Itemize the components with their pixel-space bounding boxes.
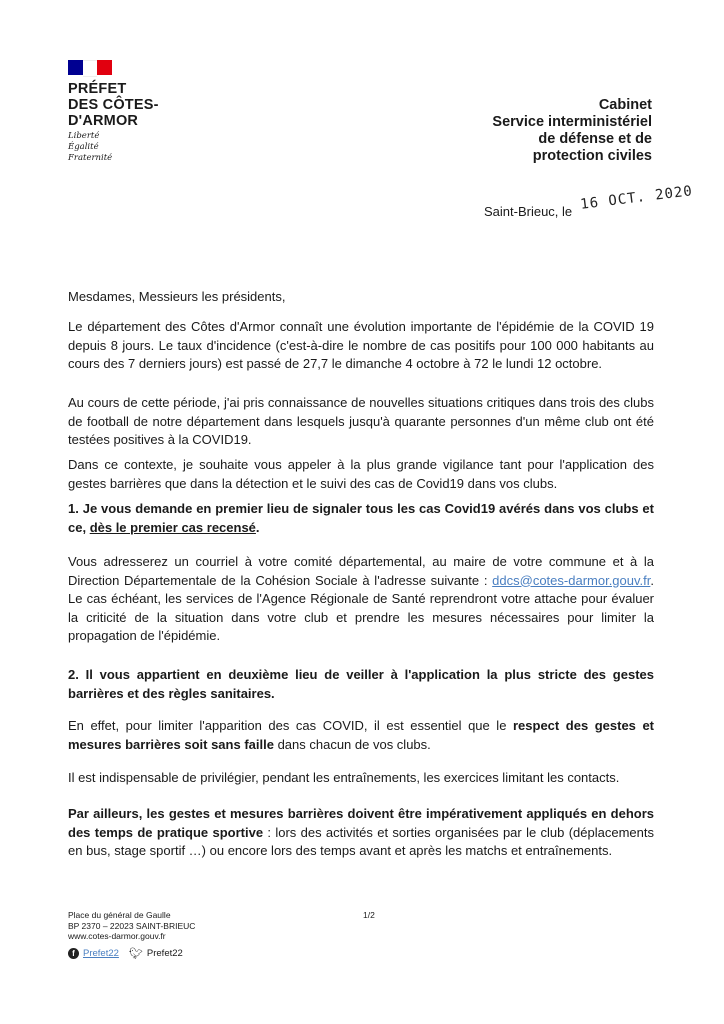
- paragraph-reporting: Vous adresserez un courriel à votre comité départemental, au maire de votre commune et à la Direction Départementale de la Cohésion Sociale à l'adresse suivante : ddcs@cotes-darmor.gouv.fr. Le cas échéant, les services de l'Agence Régionale de Santé reprendront votre attache pour évaluer la criticité de la situation dans votre club et prendre les mesures nécessaires pour limiter la propagation de l'épidémie.: [68, 554, 654, 644]
- facebook-icon: f: [68, 948, 79, 959]
- paragraph-context: Le département des Côtes d'Armor connaît une évolution importante de l'épidémie de la COVID 19 depuis 8 jours. Le taux d'incidence (c'est-à-dire le nombre de cas positifs pour 100 000 habitants au cours des 7 derniers jours) est passé de 27,7 le dimanche 4 octobre à 72 le lundi 12 octobre.: [68, 319, 654, 372]
- paragraph-vigilance: Dans ce contexte, je souhaite vous appeler à la plus grande vigilance tant pour l'application des gestes barrières que dans la détection et le suivi des cas de Covid19 dans vos clubs.: [68, 457, 654, 491]
- paragraph-situations: Au cours de cette période, j'ai pris connaissance de nouvelles situations critiques dans trois des clubs de football de notre département dans lesquels jusqu'à quarante personnes d'un même club ont été testées positives à la COVID19.: [68, 395, 654, 448]
- paragraph-training: Il est indispensable de privilégier, pendant les entraînements, les exercices limitant les contacts.: [68, 770, 620, 785]
- republic-flag-logo: [68, 60, 112, 75]
- prefecture-name: PRÉFET DES CÔTES- D'ARMOR: [68, 81, 159, 129]
- twitter-icon: 🐦︎: [128, 948, 143, 960]
- social-links: [68, 947, 183, 960]
- service-heading: Cabinet Service interministériel de défense et de protection civiles: [492, 97, 652, 164]
- instruction-2: 2. Il vous appartient en deuxième lieu de veiller à l'application la plus stricte des gestes barrières et des règles sanitaires.: [68, 667, 654, 701]
- page-number: 1/2: [363, 910, 375, 920]
- paragraph-outside-practice: Par ailleurs, les gestes et mesures barrières doivent être impérativement appliqués en dehors des temps de pratique sportive : lors des activités et sorties organisées par le club (déplacements en bus, stage sportif …) ou encore lors des temps avant et après les matchs et entraînements.: [68, 806, 654, 859]
- twitter-handle: Prefet22: [146, 948, 183, 959]
- handwritten-date-stamp: 16 OCT. 2020: [579, 183, 694, 213]
- facebook-link[interactable]: Prefet22: [83, 948, 119, 959]
- republic-motto: Liberté Égalité Fraternité: [68, 131, 113, 163]
- email-link[interactable]: ddcs@cotes-darmor.gouv.fr: [492, 572, 651, 588]
- instruction-1: 1. Je vous demande en premier lieu de signaler tous les cas Covid19 avérés dans vos clubs et ce, dès le premier cas recensé.: [68, 501, 654, 535]
- salutation: Mesdames, Messieurs les présidents,: [68, 289, 286, 304]
- footer-address: Place du général de Gaulle BP 2370 – 22023 SAINT-BRIEUC www.cotes-darmor.gouv.fr: [68, 910, 196, 941]
- paragraph-barrier-measures: En effet, pour limiter l'apparition des cas COVID, il est essentiel que le respect des gestes et mesures barrières soit sans faille dans chacun de vos clubs.: [68, 718, 655, 752]
- date-line: Saint-Brieuc, le: [484, 204, 573, 219]
